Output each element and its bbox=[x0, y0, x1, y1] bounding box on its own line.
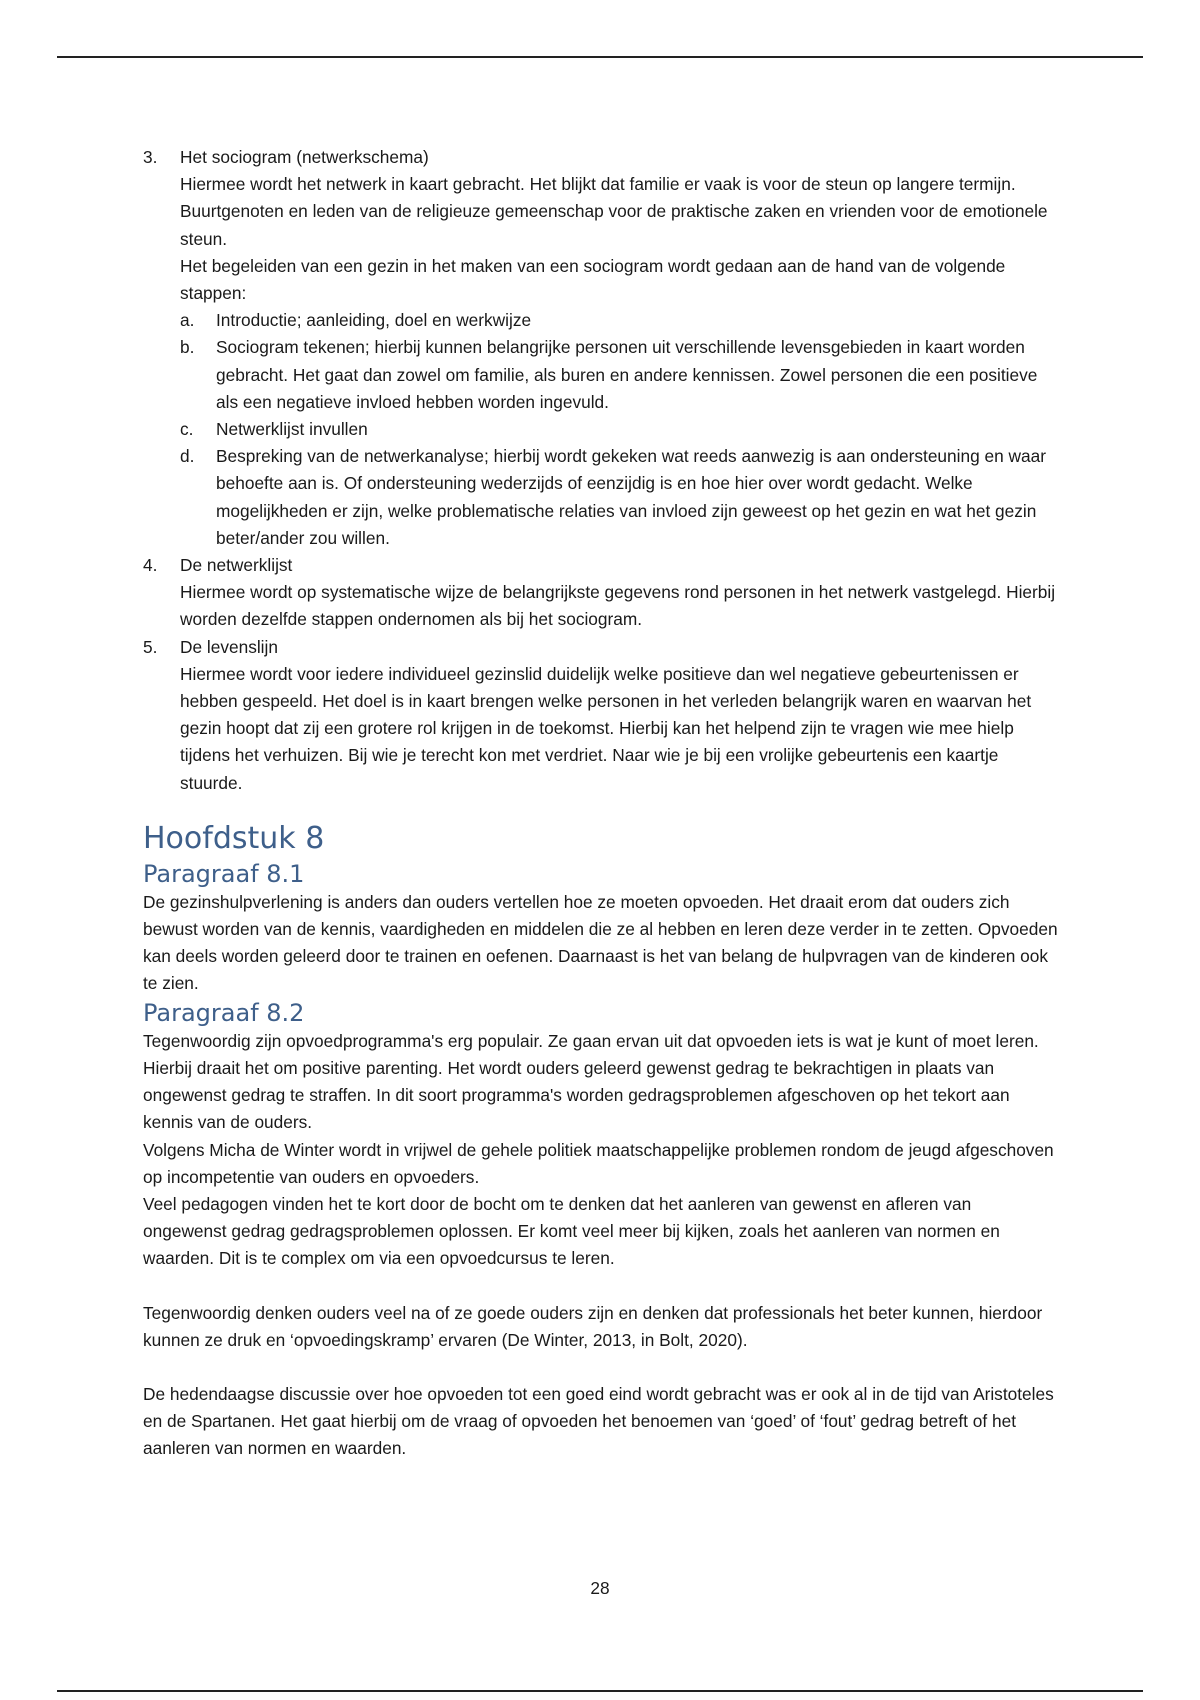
footer-rule bbox=[57, 1690, 1143, 1692]
sub-list-letter: c. bbox=[180, 419, 194, 440]
section-heading: Paragraaf 8.1 bbox=[143, 859, 305, 888]
sub-list-text: Netwerklijst invullen bbox=[216, 419, 368, 440]
section-paragraph: Tegenwoordig zijn opvoedprogramma's erg populair. Ze gaan ervan uit dat opvoeden iets is wat je kunt of moet leren. Hierbij draait het om positive parenting. Het wordt ouders geleerd gewenst gedrag te bekrachtigen in plaats van ongewenst gedrag te straffen. In dit soort programma's worden gedragsproblemen afgeschoven op het tekort aan kennis van de ouders. bbox=[143, 1030, 1039, 1133]
sub-list-item bbox=[180, 334, 1058, 416]
sub-list-letter: b. bbox=[180, 337, 195, 358]
list-item bbox=[143, 552, 1058, 634]
section-paragraph: De hedendaagse discussie over hoe opvoeden tot een goed eind wordt gebracht was er ook al in de tijd van Aristoteles en de Spartanen. Het gaat hierbij om de vraag of opvoeden het benoemen van ‘goed’ of ‘fout’ gedrag betreft of het aanleren van normen en waarden. bbox=[143, 1383, 1054, 1459]
list-item-title: De levenslijn bbox=[180, 636, 278, 657]
sub-list-letter: d. bbox=[180, 446, 195, 467]
sub-list-item bbox=[180, 443, 1058, 552]
section-heading: Paragraaf 8.2 bbox=[143, 998, 305, 1027]
list-item-paragraph: Hiermee wordt het netwerk in kaart gebracht. Het blijkt dat familie er vaak is voor de steun op langere termijn. Buurtgenoten en leden van de religieuze gemeenschap voor de praktische zaken en vrienden voor de emotionele steun. bbox=[180, 174, 1048, 249]
section-paragraph: Volgens Micha de Winter wordt in vrijwel de gehele politiek maatschappelijke problemen rondom de jeugd afgeschoven op incompetentie van ouders en opvoeders. bbox=[143, 1139, 1054, 1187]
section-paragraph: Tegenwoordig denken ouders veel na of ze goede ouders zijn en denken dat professionals het beter kunnen, hierdoor kunnen ze druk en ‘opvoedingskramp’ ervaren (De Winter, 2013, in Bolt, 2020). bbox=[143, 1302, 1043, 1350]
chapter-heading: Hoofdstuk 8 bbox=[143, 820, 325, 856]
list-item bbox=[143, 634, 1058, 797]
list-number: 4. bbox=[143, 555, 158, 576]
sub-list-text: Introductie; aanleiding, doel en werkwijze bbox=[216, 310, 532, 331]
list-number: 5. bbox=[143, 636, 158, 657]
list-number: 3. bbox=[143, 147, 158, 167]
sub-list-letter: a. bbox=[180, 310, 195, 331]
header-rule bbox=[57, 56, 1143, 58]
list-item-title: De netwerklijst bbox=[180, 555, 293, 576]
section-paragraph: De gezinshulpverlening is anders dan ouders vertellen hoe ze moeten opvoeden. Het draait erom dat ouders zich bewust worden van de kennis, vaardigheden en middelen die ze al hebben en leren deze verder in te zetten. Opvoeden kan deels worden geleerd door te trainen en oefenen. Daarnaast is het van belang de hulpvragen van de kinderen ook te zien. bbox=[143, 891, 1058, 994]
list-item bbox=[143, 144, 1058, 552]
list-item-paragraph: Hiermee wordt op systematische wijze de belangrijkste gegevens rond personen in het netwerk vastgelegd. Hierbij worden dezelfde stappen ondernomen als bij het sociogram. bbox=[180, 582, 1056, 630]
sub-list bbox=[180, 307, 1058, 552]
list-item-paragraph: Het begeleiden van een gezin in het maken van een sociogram wordt gedaan aan de hand van de volgende stappen: bbox=[180, 255, 1006, 304]
page-number: 28 bbox=[590, 1578, 610, 1598]
page-content bbox=[143, 144, 1058, 1463]
sub-list-text: Sociogram tekenen; hierbij kunnen belangrijke personen uit verschillende levensgebieden in kaart worden gebracht. Het gaat dan zowel om familie, als buren en andere kennissen. Zowel personen die een positieve als een negatieve invloed hebben worden ingevuld. bbox=[216, 337, 1038, 412]
section-paragraph: Veel pedagogen vinden het te kort door de bocht om te denken dat het aanleren van gewenst en afleren van ongewenst gedrag gedragsproblemen oplossen. Er komt veel meer bij kijken, zoals het aanleren van normen en waarden. Dit is te complex om via een opvoedcursus te leren. bbox=[143, 1193, 1000, 1269]
sub-list-text: Bespreking van de netwerkanalyse; hierbij wordt gekeken wat reeds aanwezig is aan ondersteuning en waar behoefte aan is. Of ondersteuning wederzijds of eenzijdig is en hoe hier over wordt gedacht. Welke mogelijkheden er zijn, welke problematische relaties van invloed zijn geweest op het gezin en wat het gezin beter/ander zou willen. bbox=[216, 446, 1046, 548]
list-item-paragraph: Hiermee wordt voor iedere individueel gezinslid duidelijk welke positieve dan wel negatieve gebeurtenissen er hebben gespeeld. Het doel is in kaart brengen welke personen in het verleden belangrijk waren en waarvan het gezin hoopt dat zij een grotere rol krijgen in de toekomst. Hierbij kan het helpend zijn te vragen wie mee hielp tijdens het verhuizen. Bij wie je terecht kon met verdriet. Naar wie je bij een vrolijke gebeurtenis een kaartje stuurde. bbox=[180, 663, 1032, 793]
sub-list-item bbox=[180, 416, 1058, 443]
paragraph-spacer bbox=[143, 1354, 1058, 1381]
sub-list-item bbox=[180, 307, 1058, 334]
list-item-title: Het sociogram (netwerkschema) bbox=[180, 147, 429, 167]
paragraph-spacer bbox=[143, 1273, 1058, 1300]
numbered-list bbox=[143, 144, 1058, 797]
